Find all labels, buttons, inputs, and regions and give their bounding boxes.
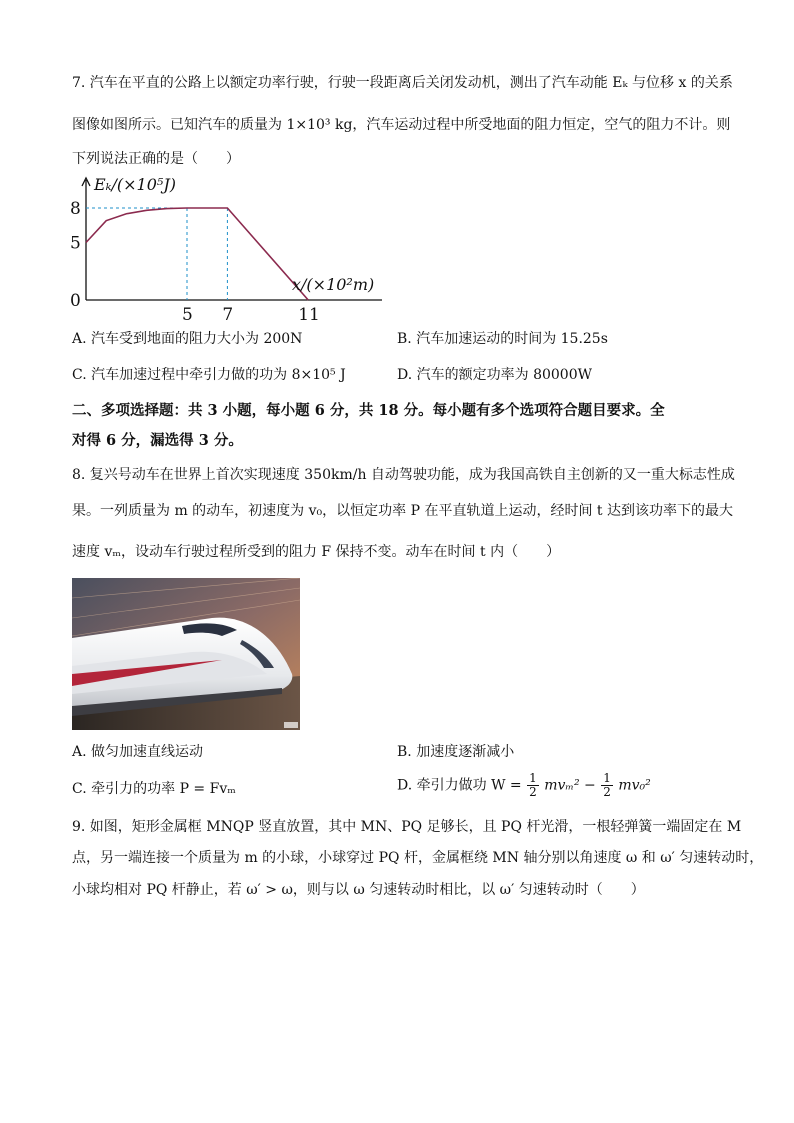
q8-stem-line-2: 果。一列质量为 m 的动车，初速度为 v₀，以恒定功率 P 在平直轨道上运动，经时间 t 达到该功率下的最大 [72,503,733,519]
q8-option-c[interactable]: C. 牵引力的功率 P = Fvₘ [72,781,236,797]
y-tick-0: 0 [70,291,81,311]
y-tick-8: 8 [70,199,81,219]
q7-option-d[interactable]: D. 汽车的额定功率为 80000W [397,367,593,383]
q8-stem-line-1: 8. 复兴号动车在世界上首次实现速度 350km/h 自动驾驶功能，成为我国高铁自主创新的又一重大标志性成 [72,467,735,483]
q9-stem-line-2: 点，另一端连接一个质量为 m 的小球，小球穿过 PQ 杆，金属框绕 MN 轴分别以角速度 ω 和 ω′ 匀速转动时， [72,850,764,866]
half-fraction-1: $\frac{1}{2}$ [529,771,537,799]
bullet-train-image [72,578,300,730]
half-fraction-2: $\frac{1}{2}$ [603,771,611,799]
q8-stem-line-3: 速度 vₘ，设动车行驶过程所受到的阻力 F 保持不变。动车在时间 t 内（ ） [72,544,561,560]
q8-option-b[interactable]: B. 加速度逐渐减小 [397,744,515,760]
x-tick-11: 11 [298,305,320,320]
q9-stem-line-1: 9. 如图，矩形金属框 MNQP 竖直放置，其中 MN、PQ 足够长，且 PQ 杆光滑，一根轻弹簧一端固定在 M [72,819,742,835]
x-axis-label: x/(×10²m) [292,275,375,294]
section-2-heading-line-1: 二、多项选择题：共 3 小题，每小题 6 分，共 18 分。每小题有多个选项符合题目要求。全 [72,402,665,419]
q8-option-d-prefix: D. 牵引力做功 W = [397,777,522,794]
q7-stem-line-2: 图像如图所示。已知汽车的质量为 1×10³ kg，汽车运动过程中所受地面的阻力恒定，空气的阻力不计。则 [72,117,731,133]
q8-option-d-term-1: mvₘ² [544,777,580,794]
q8-option-d-term-2: mv₀² [618,777,651,794]
q8-option-d[interactable] [397,772,651,799]
section-2-heading-line-2: 对得 6 分，漏选得 3 分。 [72,432,243,449]
q7-option-c[interactable]: C. 汽车加速过程中牵引力做的功为 8×10⁵ J [72,367,346,383]
q8-option-d-minus: − [584,777,596,794]
x-tick-5: 5 [182,305,193,320]
ek-x-graph [62,170,392,320]
q9-stem-line-3: 小球均相对 PQ 杆静止，若 ω′ > ω，则与以 ω 匀速转动时相比，以 ω′ 匀速转动时（ ） [72,882,645,898]
y-tick-5: 5 [70,233,81,254]
q7-option-a[interactable]: A. 汽车受到地面的阻力大小为 200N [72,331,303,347]
q7-stem-line-1: 7. 汽车在平直的公路上以额定功率行驶，行驶一段距离后关闭发动机，测出了汽车动能 Eₖ 与位移 x 的关系 [72,75,733,91]
ek-curve [86,208,308,300]
y-axis-label: Eₖ/(×10⁵J) [94,175,176,194]
q7-option-b[interactable]: B. 汽车加速运动的时间为 15.25s [397,331,608,347]
q7-stem-line-3: 下列说法正确的是（ ） [72,151,240,167]
q8-option-a[interactable]: A. 做匀加速直线运动 [72,744,204,760]
x-tick-7: 7 [222,305,234,320]
